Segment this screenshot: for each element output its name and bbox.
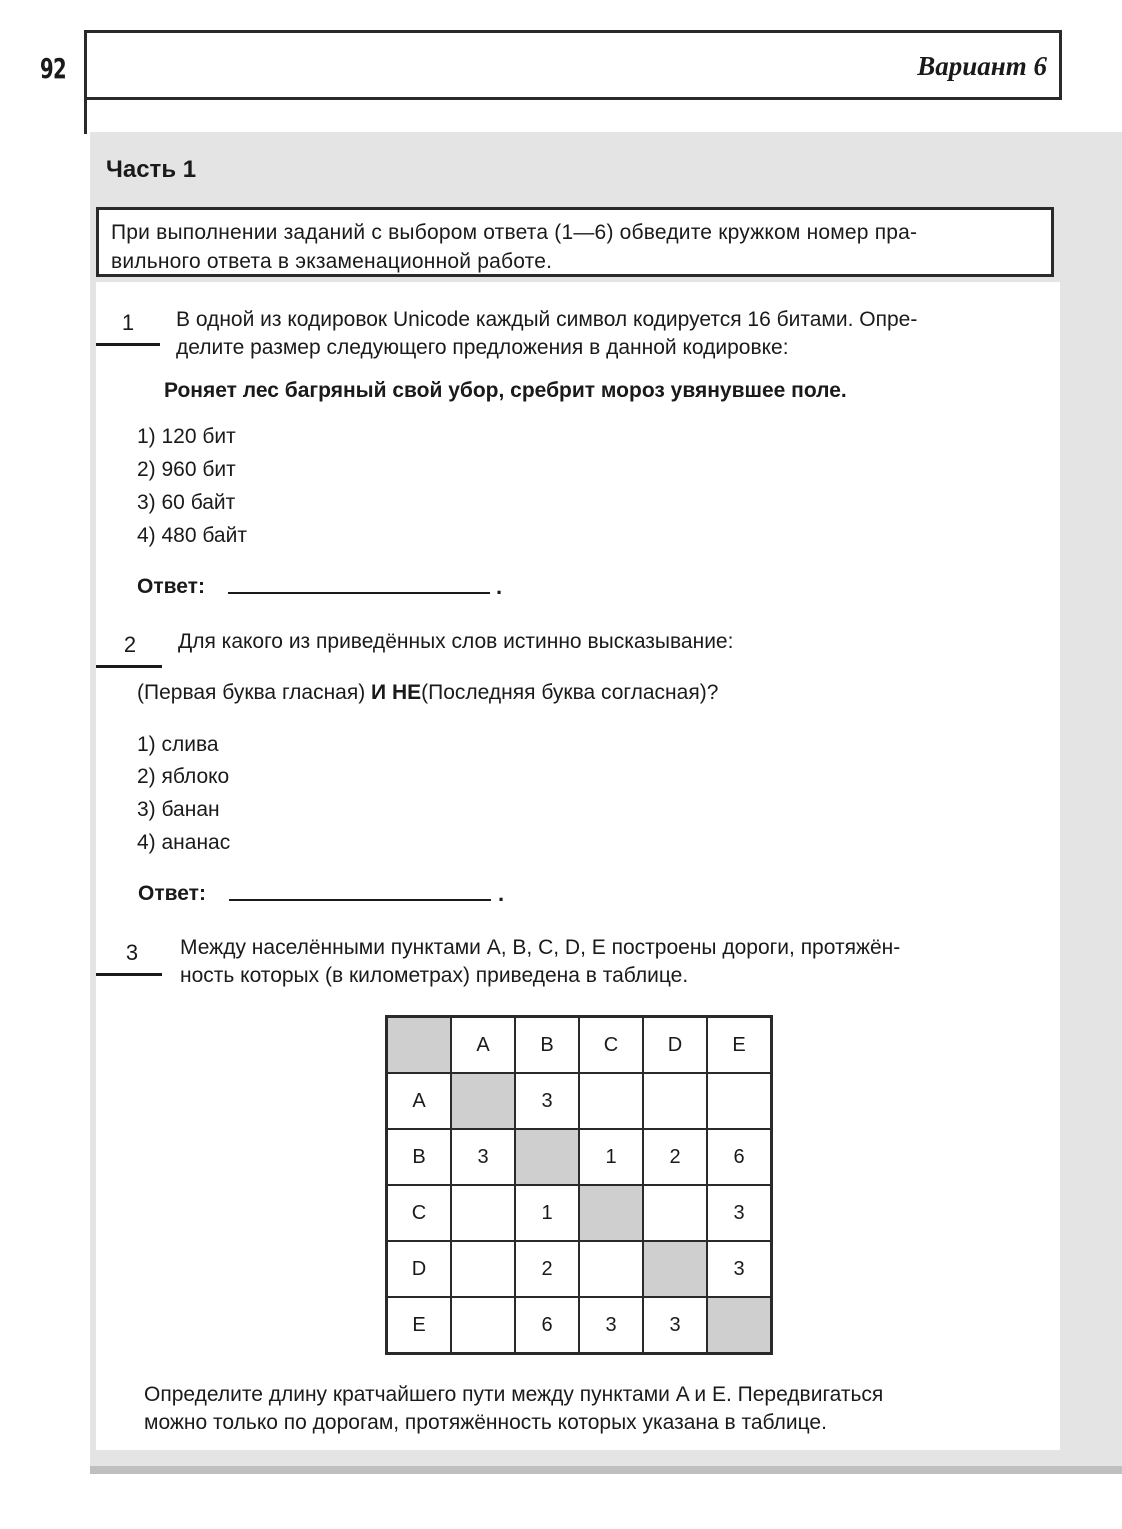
part-title: Часть 1 xyxy=(106,156,197,183)
table-cell: 1 xyxy=(515,1185,579,1241)
instruction-line-1: При выполнении заданий с выбором ответа (1—6) обведите кружком номер пра- xyxy=(111,221,918,244)
task-2-text-line-1: Для какого из приведённых слов истинно высказывание: xyxy=(178,630,734,653)
table-cell: 3 xyxy=(451,1129,515,1185)
task-2-expr-operator: И НЕ xyxy=(371,681,422,704)
table-col-header: C xyxy=(579,1017,643,1074)
task-1-rule xyxy=(96,343,160,346)
table-row-header: C xyxy=(387,1185,452,1241)
task-3-text-line-2: ность которых (в километрах) приведена в таблице. xyxy=(180,964,689,987)
table-row-header: E xyxy=(387,1297,452,1354)
table-cell: 3 xyxy=(707,1185,772,1241)
table-col-header: A xyxy=(451,1017,515,1074)
task-1-answer-field[interactable] xyxy=(228,592,490,594)
table-cell: 6 xyxy=(707,1129,772,1185)
task-2-answer-field[interactable] xyxy=(229,899,491,901)
instruction-box xyxy=(96,207,1054,277)
table-col-header: B xyxy=(515,1017,579,1074)
table-cell xyxy=(579,1241,643,1297)
table-row xyxy=(387,1073,772,1129)
table-cell: 3 xyxy=(579,1297,643,1354)
header-left-rule xyxy=(84,98,87,134)
task-2-expression xyxy=(137,678,718,708)
task-2-expr-part-2: (Последняя буква согласная)? xyxy=(421,681,719,704)
table-cell-diagonal xyxy=(643,1241,707,1297)
header-box xyxy=(84,30,1062,100)
table-cell xyxy=(643,1073,707,1129)
task-1-sentence: Роняет лес багряный свой убор, сребрит мороз увянувшее поле. xyxy=(164,379,847,402)
task-2-option-2[interactable]: 2) яблоко xyxy=(137,765,230,788)
table-cell xyxy=(451,1297,515,1354)
table-col-header: D xyxy=(643,1017,707,1074)
table-cell: 3 xyxy=(707,1241,772,1297)
task-2-number: 2 xyxy=(123,632,137,657)
table-row xyxy=(387,1241,772,1297)
table-cell xyxy=(707,1073,772,1129)
task-1-option-2[interactable]: 2) 960 бит xyxy=(137,458,236,481)
table-cell xyxy=(579,1073,643,1129)
task-3-text-line-1: Между населёнными пунктами A, B, C, D, E построены дороги, протяжён- xyxy=(180,936,901,959)
table-cell xyxy=(643,1185,707,1241)
table-cell-diagonal xyxy=(515,1129,579,1185)
table-cell-diagonal xyxy=(707,1297,772,1354)
task-1-number: 1 xyxy=(121,310,135,335)
table-row-header: D xyxy=(387,1241,452,1297)
table-header-row xyxy=(387,1017,772,1074)
task-2-expr-part-1: (Первая буква гласная) xyxy=(137,681,372,704)
page-number: 92 xyxy=(40,52,66,85)
table-row xyxy=(387,1297,772,1354)
table-row-header: B xyxy=(387,1129,452,1185)
task-1-answer-dot: . xyxy=(496,574,503,599)
task-3-rule xyxy=(96,973,162,976)
task-2-option-1[interactable]: 1) слива xyxy=(137,733,219,756)
table-cell xyxy=(451,1185,515,1241)
table-cell-diagonal xyxy=(579,1185,643,1241)
table-cell-diagonal xyxy=(451,1073,515,1129)
table-row-header: A xyxy=(387,1073,452,1129)
task-1-text-line-2: делите размер следующего предложения в данной кодировке: xyxy=(176,336,789,359)
table-cell: 3 xyxy=(643,1297,707,1354)
table-cell: 6 xyxy=(515,1297,579,1354)
table-cell: 3 xyxy=(515,1073,579,1129)
task-2-answer-dot: . xyxy=(498,881,505,906)
task-2-answer-label: Ответ: xyxy=(138,882,206,905)
instruction-line-2: вильного ответа в экзаменационной работе. xyxy=(111,250,553,273)
gray-panel-shadow xyxy=(90,1466,1122,1474)
task-1-option-4[interactable]: 4) 480 байт xyxy=(137,524,247,547)
task-1-option-1[interactable]: 1) 120 бит xyxy=(137,425,236,448)
task-3-question-line-1: Определите длину кратчайшего пути между пунктами A и E. Передвигаться xyxy=(144,1383,884,1406)
table-corner-cell xyxy=(387,1017,452,1074)
distance-table xyxy=(385,1015,773,1355)
table-col-header: E xyxy=(707,1017,772,1074)
table-cell: 2 xyxy=(643,1129,707,1185)
table-row xyxy=(387,1129,772,1185)
task-3-question-line-2: можно только по дорогам, протяжённость которых указана в таблице. xyxy=(144,1411,827,1434)
task-1-option-3[interactable]: 3) 60 байт xyxy=(137,491,236,514)
table-row xyxy=(387,1185,772,1241)
task-3-number: 3 xyxy=(125,940,139,965)
table-cell: 2 xyxy=(515,1241,579,1297)
task-1-text-line-1: В одной из кодировок Unicode каждый символ кодируется 16 битами. Опре- xyxy=(176,308,918,331)
task-2-option-4[interactable]: 4) ананас xyxy=(137,831,231,854)
task-1-answer-label: Ответ: xyxy=(137,575,205,598)
variant-title: Вариант 6 xyxy=(917,51,1047,81)
task-2-option-3[interactable]: 3) банан xyxy=(137,798,220,821)
table-cell: 1 xyxy=(579,1129,643,1185)
table-cell xyxy=(451,1241,515,1297)
task-2-rule xyxy=(96,665,162,668)
